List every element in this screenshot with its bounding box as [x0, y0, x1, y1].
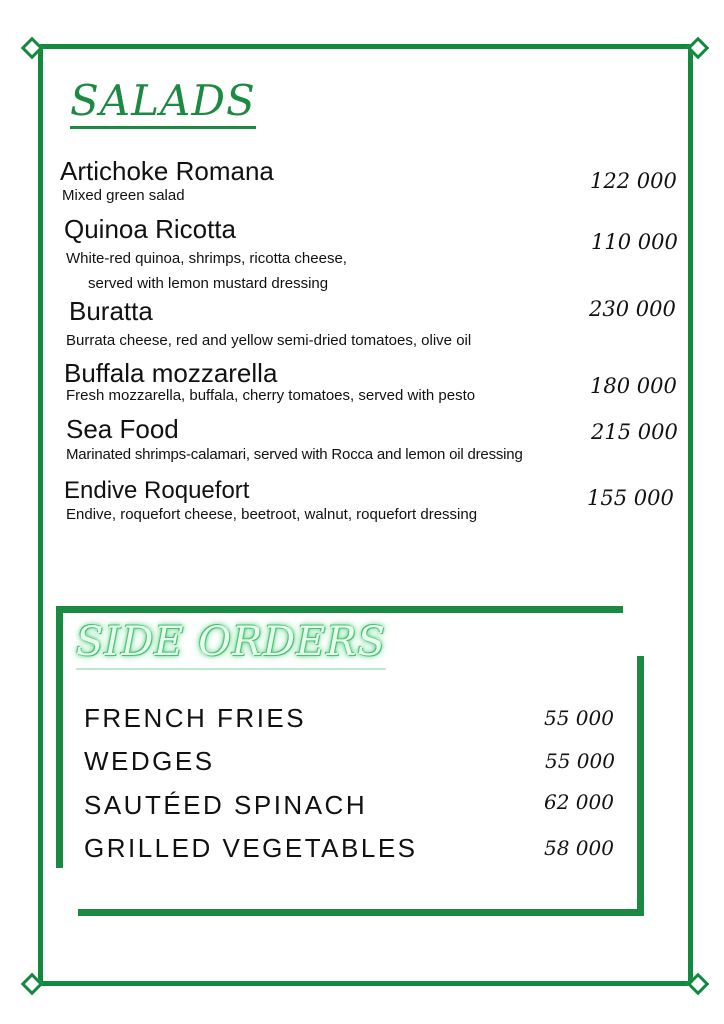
item-description: Endive, roquefort cheese, beetroot, walnut, roquefort dressing: [66, 506, 478, 523]
frame-top: [31, 44, 699, 49]
side-item-price: 55 000: [545, 749, 615, 773]
item-price: 180 000: [590, 374, 677, 398]
salads-title: SALADS: [70, 76, 256, 129]
frame-right: [688, 44, 693, 986]
side-item-price: 58 000: [544, 836, 614, 860]
side-item-name: FRENCH FRIES: [84, 703, 307, 733]
side-item-name: SAUTÉED SPINACH: [84, 790, 368, 820]
item-name: Buratta: [69, 296, 153, 326]
item-name: Buffala mozzarella: [64, 358, 278, 388]
side-box-bottom-line: [78, 909, 644, 916]
item-description: Mixed green salad: [62, 187, 185, 204]
item-description: Marinated shrimps-calamari, served with Rocca and lemon oil dressing: [66, 446, 523, 463]
frame-left: [38, 44, 43, 986]
side-box-top-line: [56, 606, 623, 613]
item-name: Endive Roquefort: [64, 477, 250, 504]
frame-bottom: [31, 981, 699, 986]
item-price: 230 000: [589, 297, 676, 321]
item-name: Artichoke Romana: [60, 156, 274, 186]
item-price: 122 000: [590, 169, 677, 193]
side-item-name: GRILLED VEGETABLES: [84, 833, 418, 863]
side-item-price: 62 000: [544, 790, 614, 814]
item-description: Burrata cheese, red and yellow semi-dried tomatoes, olive oil: [66, 332, 472, 349]
item-name: Sea Food: [66, 414, 179, 444]
item-price: 215 000: [591, 420, 678, 444]
side-item-price: 55 000: [544, 706, 614, 730]
item-price: 155 000: [587, 486, 674, 510]
item-name: Quinoa Ricotta: [64, 214, 236, 244]
side-item-name: WEDGES: [84, 746, 215, 776]
item-description: White-red quinoa, shrimps, ricotta cheese,: [66, 250, 347, 267]
item-description-line-2: served with lemon mustard dressing: [88, 275, 329, 292]
side-orders-title: SIDE ORDERS: [76, 616, 386, 670]
item-price: 110 000: [591, 230, 678, 254]
side-box-left-line: [56, 606, 63, 868]
side-box-right-line: [637, 656, 644, 916]
item-description: Fresh mozzarella, buffala, cherry tomatoes, served with pesto: [66, 387, 476, 404]
